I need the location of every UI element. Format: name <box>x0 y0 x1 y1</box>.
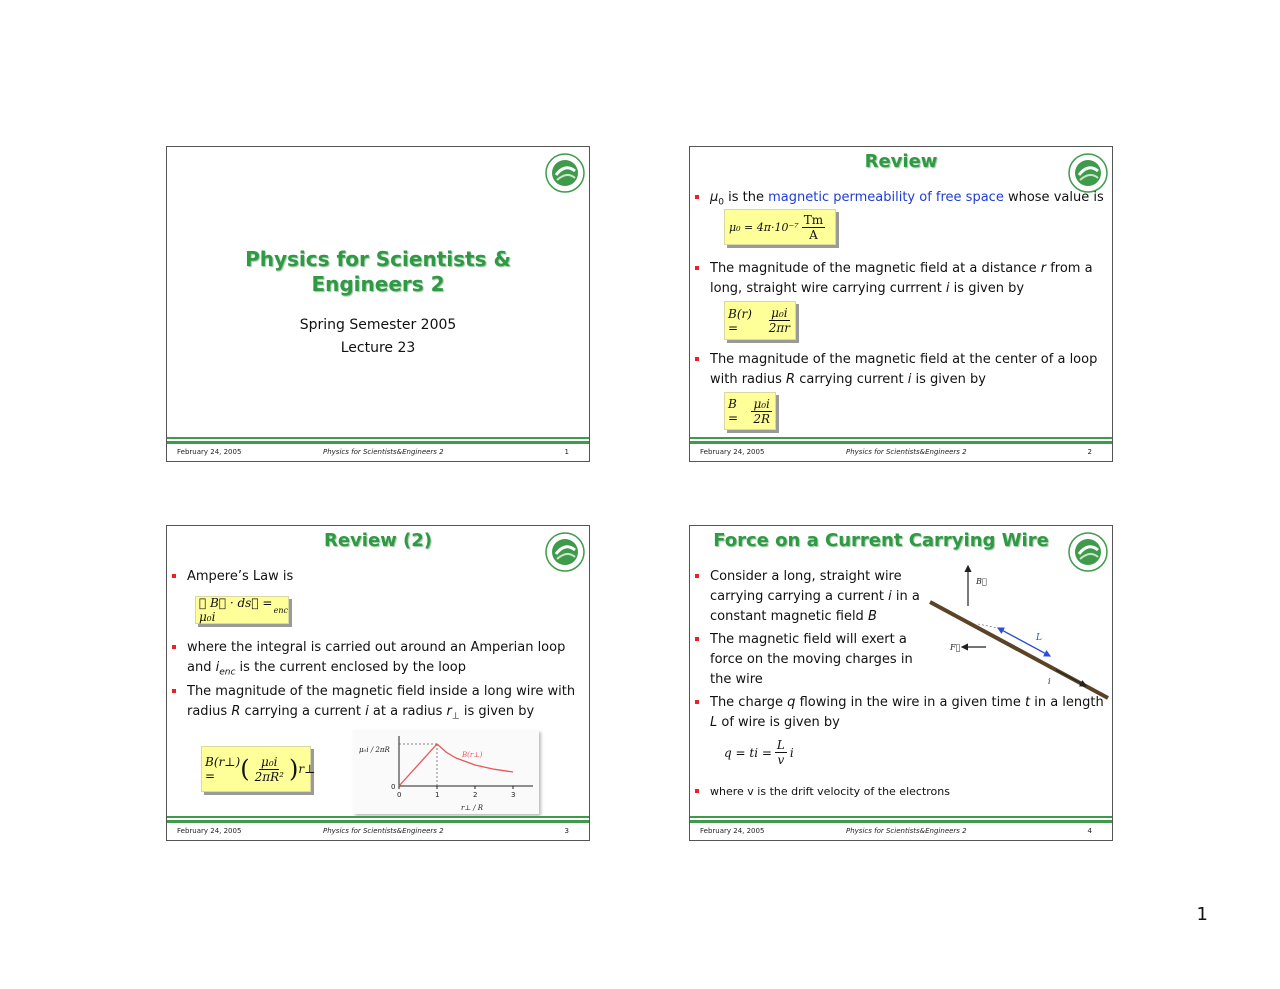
chart-xtick-label: 2 <box>473 791 478 799</box>
wire-force-diagram <box>920 562 1112 702</box>
chart-ytick-0: 0 <box>391 783 396 791</box>
current-arrow <box>1056 670 1086 686</box>
slide-2 <box>689 146 1113 462</box>
bullet-charge-flow: The charge q flowing in the wire in a given time t in a length L of wire is given by <box>710 693 1106 733</box>
force-label: F⃗ <box>950 643 961 652</box>
bullet-permeability: $\mu_0$ is the magnetic permeability of free space whose value is <box>710 188 1110 213</box>
bullet-inside-wire: The magnitude of the magnetic field inside a long wire with radius R carrying a current i at a radius $r_\perp$ is given by <box>187 682 583 727</box>
bullet-long-wire: The magnitude of the magnetic field at a distance r from a long, straight wire carrying currrent i is given by <box>710 259 1106 299</box>
magnetic-permeability-link: magnetic permeability of free space <box>768 190 1004 205</box>
equation-ampere: ∮ B⃗ · ds⃗ = μ₀i enc <box>195 596 289 624</box>
chart-xlabel: r⊥ / R <box>461 804 484 812</box>
b-field-label: B⃗ <box>976 577 987 586</box>
slide-3 <box>166 525 590 841</box>
chart-xtick-label: 3 <box>511 791 516 799</box>
university-seal-logo <box>545 153 585 193</box>
chart-series-label: B(r⊥) <box>462 751 483 759</box>
chart-xtick-label: 1 <box>435 791 440 799</box>
slide-footer: February 24, 2005 Physics for Scientists&Engineers 2 2 <box>690 437 1112 461</box>
bullet-loop-center: The magnitude of the magnetic field at the center of a loop with radius R carrying current i is given by <box>710 350 1110 390</box>
page-number: 1 <box>1196 904 1208 925</box>
slide-number: 1 <box>564 448 569 456</box>
slide-1 <box>166 146 590 462</box>
slide-number: 3 <box>564 827 569 835</box>
chart-xtick-label: 0 <box>397 791 402 799</box>
equation-wire-field: B(r) = $\frac{\text{μ₀i}}{2\pi r}$ <box>724 301 796 340</box>
bullet-drift-velocity: where v is the drift velocity of the electrons <box>710 782 1106 802</box>
slide-footer: February 24, 2005 Physics for Scientists&Engineers 2 1 <box>167 437 589 461</box>
length-label: L <box>1036 633 1042 643</box>
slide-number: 4 <box>1087 827 1092 835</box>
slide-title: Review <box>864 151 938 172</box>
equation-mu0: μ₀ = 4π·10⁻⁷ $\frac{Tm}{A}$ <box>724 209 836 245</box>
slide-footer: February 24, 2005 Physics for Scientists&Engineers 2 3 <box>167 816 589 840</box>
equation-loop-field: B = $\frac{\text{μ₀i}}{2R}$ <box>724 392 776 430</box>
slide-subtitle: Spring Semester 2005 Lecture 23 <box>299 317 457 356</box>
slide-title: Force on a Current Carrying Wire <box>713 530 1049 551</box>
chart-series-line <box>399 744 513 786</box>
equation-inside-field: B(r⊥) = ( $\frac{\text{μ₀i}}{\text{2πR²}}$ ) r⊥ <box>201 746 311 792</box>
slide-number: 2 <box>1087 448 1092 456</box>
chart-ylabel: μ₀i / 2πR <box>359 746 390 754</box>
bullet-field-exerts-force: The magnetic field will exert a force on the moving charges in the wire <box>710 630 920 690</box>
slide-footer: February 24, 2005 Physics for Scientists&Engineers 2 4 <box>690 816 1112 840</box>
slide-title: Physics for Scientists & Engineers 2 <box>245 247 511 296</box>
bullet-ampere-law: Ampere’s Law is <box>187 567 567 587</box>
current-label: i <box>1048 677 1051 686</box>
bullet-consider-wire: Consider a long, straight wire carrying carrying a current i in a constant magnetic field B <box>710 567 920 627</box>
field-vs-radius-chart <box>353 730 539 814</box>
equation-charge: q = ti = $\frac{L}{v}$ i <box>724 738 794 767</box>
slide-4 <box>689 525 1113 841</box>
bullet-amperian-loop: where the integral is carried out around an Amperian loop and $i_{enc}$ is the current enclosed by the loop <box>187 638 583 683</box>
slide-title: Review (2) <box>323 530 433 551</box>
